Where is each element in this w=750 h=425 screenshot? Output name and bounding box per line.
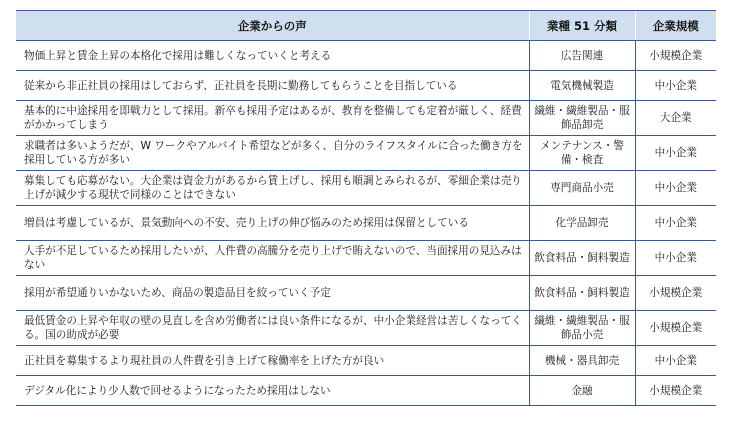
company-size-cell: 小規模企業 <box>635 41 716 71</box>
comment-cell: デジタル化により少人数で回せるようになったため採用はしない <box>16 376 529 406</box>
company-size-cell: 中小企業 <box>635 171 716 206</box>
table-row <box>16 101 716 136</box>
company-size-cell: 中小企業 <box>635 71 716 101</box>
company-voices-table <box>16 10 716 406</box>
comment-cell: 正社員を募集するより現社員の人件費を引き上げて稼働率を上げた方が良い <box>16 346 529 376</box>
industry-cell: メンテナンス・警備・検査 <box>529 136 635 171</box>
comment-cell: 募集しても応募がない。大企業は資金力があるから賃上げし、採用も順調とみられるが、零細企業は売り上げが減少する現状で同様のことはできない <box>16 171 529 206</box>
table-row <box>16 276 716 311</box>
comment-cell: 人手が不足しているため採用したいが、人件費の高騰分を売り上げで賄えないので、当面採用の見込みはない <box>16 241 529 276</box>
industry-cell: 金融 <box>529 376 635 406</box>
company-size-cell: 中小企業 <box>635 136 716 171</box>
table-row <box>16 41 716 71</box>
industry-cell: 飲食料品・飼料製造 <box>529 241 635 276</box>
header-company-size: 企業規模 <box>635 11 716 41</box>
company-size-cell: 小規模企業 <box>635 276 716 311</box>
table-row <box>16 311 716 346</box>
comment-cell: 物価上昇と賃金上昇の本格化で採用は難しくなっていくと考える <box>16 41 529 71</box>
industry-cell: 繊維・繊維製品・服飾品小売 <box>529 311 635 346</box>
comment-cell: 求職者は多いようだが、W ワークやアルバイト希望などが多く、自分のライフスタイルに合った働き方を採用している方が多い <box>16 136 529 171</box>
table-header-row <box>16 11 716 41</box>
comment-cell: 従来から非正社員の採用はしておらず、正社員を長期に勤務してもらうことを目指している <box>16 71 529 101</box>
survey-table-container <box>16 10 716 406</box>
header-industry: 業種 51 分類 <box>529 11 635 41</box>
company-size-cell: 中小企業 <box>635 206 716 241</box>
comment-cell: 基本的に中途採用を即戦力として採用。新卒も採用予定はあるが、教育を整備しても定着が厳しく、経費がかかってしまう <box>16 101 529 136</box>
industry-cell: 専門商品小売 <box>529 171 635 206</box>
company-size-cell: 小規模企業 <box>635 311 716 346</box>
industry-cell: 繊維・繊維製品・服飾品卸売 <box>529 101 635 136</box>
industry-cell: 電気機械製造 <box>529 71 635 101</box>
company-size-cell: 大企業 <box>635 101 716 136</box>
table-row <box>16 136 716 171</box>
table-row <box>16 71 716 101</box>
comment-cell: 採用が希望通りいかないため、商品の製造品目を絞っていく予定 <box>16 276 529 311</box>
company-size-cell: 小規模企業 <box>635 376 716 406</box>
table-row <box>16 171 716 206</box>
company-size-cell: 中小企業 <box>635 241 716 276</box>
header-comment: 企業からの声 <box>16 11 529 41</box>
industry-cell: 広告関連 <box>529 41 635 71</box>
table-row <box>16 346 716 376</box>
table-row <box>16 241 716 276</box>
company-size-cell: 中小企業 <box>635 346 716 376</box>
table-row <box>16 376 716 406</box>
comment-cell: 最低賃金の上昇や年収の壁の見直しを含め労働者には良い条件になるが、中小企業経営は苦しくなってくる。国の助成が必要 <box>16 311 529 346</box>
table-row <box>16 206 716 241</box>
industry-cell: 機械・器具卸売 <box>529 346 635 376</box>
industry-cell: 飲食料品・飼料製造 <box>529 276 635 311</box>
comment-cell: 増員は考慮しているが、景気動向への不安、売り上げの伸び悩みのため採用は保留としている <box>16 206 529 241</box>
industry-cell: 化学品卸売 <box>529 206 635 241</box>
